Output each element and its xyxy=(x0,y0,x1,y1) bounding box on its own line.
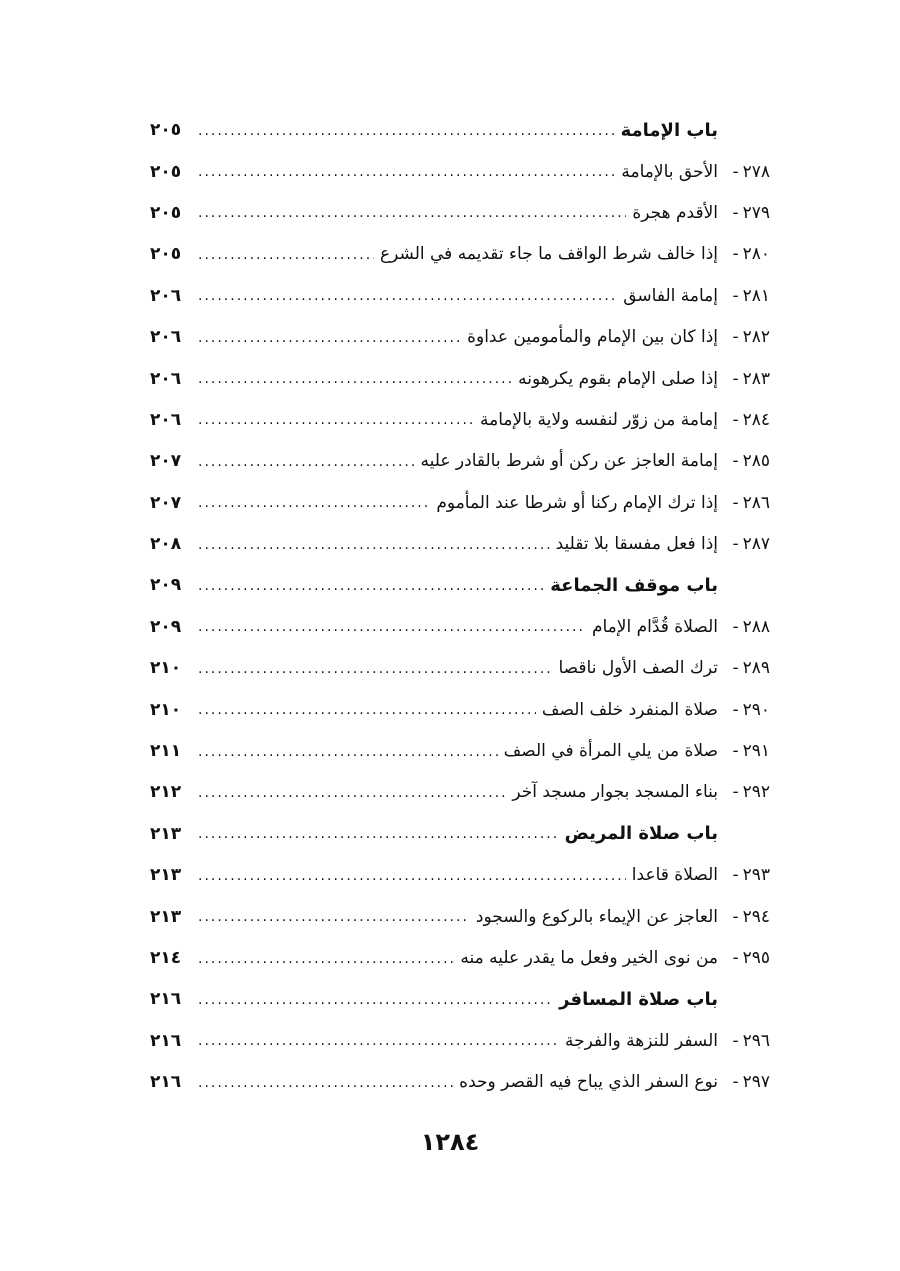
entry-page-number: ٢٠٩ xyxy=(150,575,182,596)
toc-entry xyxy=(150,648,770,689)
entry-number xyxy=(718,368,770,389)
entry-number xyxy=(718,202,770,223)
toc-entry xyxy=(150,1062,770,1103)
dot-leader xyxy=(192,206,626,220)
toc-section-heading xyxy=(150,110,770,151)
entry-number xyxy=(718,1074,770,1091)
entry-title: باب صلاة المريض xyxy=(564,823,718,845)
entry-number-value: ٢٨١ xyxy=(742,285,770,306)
entry-number xyxy=(718,950,770,967)
dot-leader xyxy=(192,538,550,552)
dot-leader xyxy=(192,455,415,469)
entry-number-value: ٢٨٥ xyxy=(742,451,770,472)
entry-number-value: ٢٩١ xyxy=(742,741,770,762)
entry-title: الأحق بالإمامة xyxy=(621,161,718,182)
entry-page-number: ٢١٤ xyxy=(150,948,182,968)
entry-number-dash: - xyxy=(732,782,739,803)
dot-leader xyxy=(192,869,626,883)
entry-number-value: ٢٩٧ xyxy=(742,1072,770,1093)
dot-leader xyxy=(192,703,536,717)
entry-title: باب موقف الجماعة xyxy=(550,574,718,596)
entry-page-number: ٢٠٦ xyxy=(150,327,182,348)
entry-number-dash: - xyxy=(732,409,739,430)
entry-title: من نوى الخير وفعل ما يقدر عليه منه xyxy=(460,948,718,968)
toc-entry xyxy=(150,441,770,482)
entry-title: الصلاة قُدَّام الإمام xyxy=(591,616,718,637)
dot-leader xyxy=(192,786,506,800)
entry-number-value: ٢٩٤ xyxy=(742,906,770,927)
entry-number-value: ٢٨٤ xyxy=(742,409,770,430)
entry-page-number: ٢٠٧ xyxy=(150,451,182,472)
entry-title: صلاة المنفرد خلف الصف xyxy=(541,699,718,720)
entry-page-number: ٢٠٥ xyxy=(150,161,182,182)
dot-leader xyxy=(192,331,461,345)
entry-title: إذا صلى الإمام بقوم يكرهونه xyxy=(518,368,718,389)
entry-title: إذا كان بين الإمام والمأمومين عداوة xyxy=(467,327,718,348)
toc-entry xyxy=(150,358,770,399)
entry-number xyxy=(718,784,770,801)
entry-page-number: ٢١٣ xyxy=(150,823,182,844)
entry-number-dash: - xyxy=(732,368,739,389)
dot-leader xyxy=(192,248,374,262)
entry-title: باب الإمامة xyxy=(620,119,718,141)
entry-number xyxy=(718,285,770,306)
entry-title: إذا خالف شرط الواقف ما جاء تقديمه في الشرع xyxy=(380,244,718,265)
toc-section-heading xyxy=(150,565,770,606)
entry-number-dash: - xyxy=(732,327,739,348)
entry-title: إمامة من زوّر لنفسه ولاية بالإمامة xyxy=(480,409,718,430)
entry-page-number: ٢٠٥ xyxy=(150,244,182,265)
page-number: ١٢٨٤ xyxy=(420,1128,480,1156)
entry-title: إذا فعل مفسقا بلا تقليد xyxy=(555,534,718,555)
toc-entry xyxy=(150,731,770,772)
entry-number-dash: - xyxy=(732,534,739,555)
entry-page-number: ٢٠٥ xyxy=(150,202,182,223)
dot-leader xyxy=(192,910,470,924)
toc-entry xyxy=(150,607,770,648)
dot-leader xyxy=(192,1034,559,1048)
entry-page-number: ٢١٣ xyxy=(150,906,182,927)
entry-title: إذا ترك الإمام ركنا أو شرطا عند المأموم xyxy=(436,492,718,513)
entry-number-value: ٢٨٨ xyxy=(742,616,770,637)
toc-entry xyxy=(150,524,770,565)
dot-leader xyxy=(192,952,454,966)
entry-number-dash: - xyxy=(732,699,739,720)
entry-number xyxy=(718,1030,770,1051)
entry-number xyxy=(718,246,770,263)
table-of-contents xyxy=(150,110,770,1103)
dot-leader xyxy=(192,496,430,510)
entry-page-number: ٢١١ xyxy=(150,741,182,762)
toc-entry xyxy=(150,896,770,937)
entry-title: إمامة العاجز عن ركن أو شرط بالقادر عليه xyxy=(420,451,718,472)
entry-number xyxy=(718,329,770,346)
entry-page-number: ٢٠٩ xyxy=(150,616,182,637)
entry-number xyxy=(718,906,770,927)
entry-page-number: ٢١٣ xyxy=(150,865,182,886)
entry-title: الصلاة قاعدا xyxy=(631,865,718,886)
entry-title: العاجز عن الإيماء بالركوع والسجود xyxy=(475,906,718,927)
entry-number-dash: - xyxy=(732,741,739,762)
dot-leader xyxy=(192,165,615,179)
entry-number xyxy=(718,743,770,760)
entry-title: إمامة الفاسق xyxy=(623,285,718,306)
entry-number-value: ٢٩٢ xyxy=(742,782,770,803)
entry-number xyxy=(718,161,770,182)
entry-page-number: ٢١٠ xyxy=(150,699,182,720)
entry-number-dash: - xyxy=(732,658,739,679)
entry-page-number: ٢٠٦ xyxy=(150,409,182,430)
entry-title: باب صلاة المسافر xyxy=(559,988,718,1010)
dot-leader xyxy=(192,620,586,634)
dot-leader xyxy=(192,1076,453,1090)
toc-section-heading xyxy=(150,814,770,855)
toc-entry xyxy=(150,483,770,524)
entry-number-dash: - xyxy=(732,161,739,182)
dot-leader xyxy=(192,662,552,676)
entry-number-dash: - xyxy=(732,1030,739,1051)
dot-leader xyxy=(192,579,544,593)
toc-entry xyxy=(150,772,770,813)
entry-page-number: ٢٠٥ xyxy=(150,120,182,141)
entry-page-number: ٢١٠ xyxy=(150,658,182,679)
toc-entry xyxy=(150,1021,770,1062)
entry-number-value: ٢٧٨ xyxy=(742,161,770,182)
entry-title: صلاة من يلي المرأة في الصف xyxy=(503,741,718,762)
entry-title: ترك الصف الأول ناقصا xyxy=(558,658,718,679)
toc-entry xyxy=(150,193,770,234)
toc-entry xyxy=(150,400,770,441)
entry-number-dash: - xyxy=(732,285,739,306)
entry-page-number: ٢١٢ xyxy=(150,782,182,803)
dot-leader xyxy=(192,289,617,303)
entry-number-value: ٢٨٧ xyxy=(742,534,770,555)
entry-title: الأقدم هجرة xyxy=(632,202,718,223)
entry-number-dash: - xyxy=(732,948,739,968)
dot-leader xyxy=(192,993,553,1007)
entry-title: نوع السفر الذي يباح فيه القصر وحده xyxy=(459,1072,718,1093)
entry-number-value: ٢٩٦ xyxy=(742,1030,770,1051)
entry-number-value: ٢٩٣ xyxy=(742,865,770,886)
entry-page-number: ٢١٦ xyxy=(150,1030,182,1051)
toc-entry xyxy=(150,234,770,275)
entry-number xyxy=(718,492,770,513)
entry-number xyxy=(718,616,770,637)
toc-entry xyxy=(150,317,770,358)
entry-number-value: ٢٩٠ xyxy=(742,699,770,720)
entry-number-dash: - xyxy=(732,616,739,637)
entry-number xyxy=(718,453,770,470)
toc-entry xyxy=(150,276,770,317)
entry-number-dash: - xyxy=(732,202,739,223)
entry-number-value: ٢٧٩ xyxy=(742,202,770,223)
entry-number-dash: - xyxy=(732,492,739,513)
entry-number-value: ٢٨٦ xyxy=(742,492,770,513)
entry-number-value: ٢٩٥ xyxy=(742,948,770,968)
dot-leader xyxy=(192,827,559,841)
entry-number xyxy=(718,409,770,430)
entry-number-dash: - xyxy=(732,865,739,886)
toc-section-heading xyxy=(150,979,770,1020)
entry-page-number: ٢٠٨ xyxy=(150,534,182,555)
entry-title: بناء المسجد بجوار مسجد آخر xyxy=(512,782,718,803)
toc-entry xyxy=(150,689,770,730)
entry-number-value: ٢٨٣ xyxy=(742,368,770,389)
entry-page-number: ٢١٦ xyxy=(150,989,182,1010)
entry-page-number: ٢١٦ xyxy=(150,1072,182,1093)
toc-entry xyxy=(150,151,770,192)
entry-number xyxy=(718,536,770,553)
toc-entry xyxy=(150,938,770,979)
toc-entry xyxy=(150,855,770,896)
entry-number-dash: - xyxy=(732,906,739,927)
entry-page-number: ٢٠٦ xyxy=(150,285,182,306)
entry-page-number: ٢٠٦ xyxy=(150,368,182,389)
dot-leader xyxy=(192,124,615,138)
entry-number-value: ٢٨٢ xyxy=(742,327,770,348)
entry-number-value: ٢٨٠ xyxy=(742,244,770,265)
dot-leader xyxy=(192,413,474,427)
dot-leader xyxy=(192,745,498,759)
dot-leader xyxy=(192,372,512,386)
entry-number-dash: - xyxy=(732,1072,739,1093)
entry-page-number: ٢٠٧ xyxy=(150,492,182,513)
entry-number xyxy=(718,660,770,677)
entry-number xyxy=(718,867,770,884)
entry-number-dash: - xyxy=(732,244,739,265)
entry-number-dash: - xyxy=(732,451,739,472)
entry-number xyxy=(718,699,770,720)
entry-number-value: ٢٨٩ xyxy=(742,658,770,679)
entry-title: السفر للنزهة والفرجة xyxy=(565,1030,718,1051)
